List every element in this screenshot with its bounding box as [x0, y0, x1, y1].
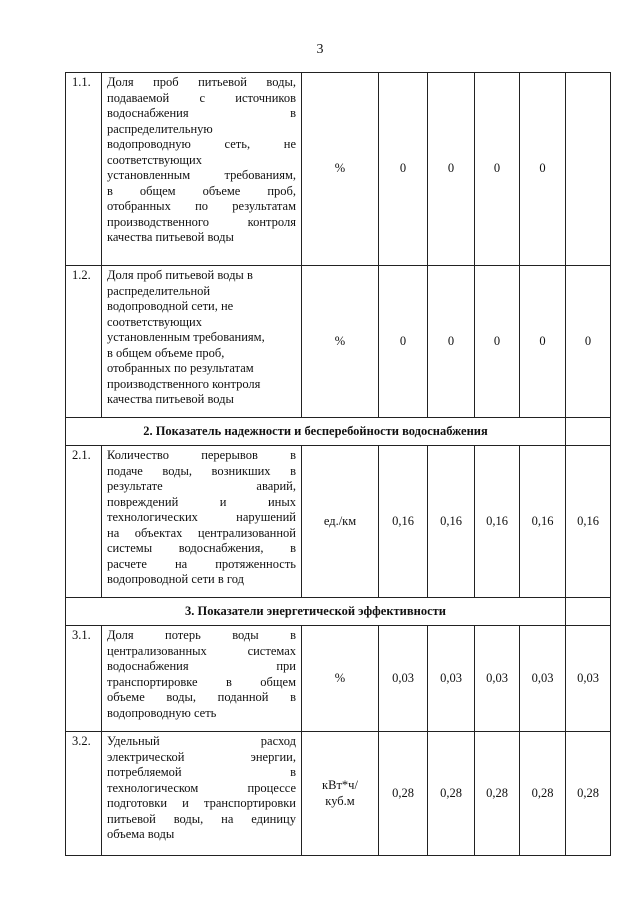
description-line: Доля проб питьевой воды в: [107, 268, 253, 282]
description-line: качества питьевой воды: [107, 230, 234, 244]
description-line: водопроводную сеть: [107, 705, 217, 720]
section-row: [66, 418, 611, 446]
row-number: 3.2.: [66, 732, 102, 856]
unit-cell: кВт*ч/ куб.м: [302, 732, 379, 856]
value-cell: 0: [520, 266, 566, 418]
description-line: Доля потерь воды в: [107, 628, 296, 642]
description-line: централизованных системах: [107, 643, 296, 658]
value-cell: 0,28: [428, 732, 475, 856]
description-line: объеме воды, поданной в: [107, 690, 296, 704]
description-line: качества питьевой воды: [107, 392, 234, 406]
value-cell: 0: [520, 73, 566, 266]
description-line: питьевой воды, на единицу: [107, 811, 296, 826]
description-line: установленным требованиям,: [107, 168, 296, 182]
value-cell: 0,28: [566, 732, 611, 856]
row-number: 1.1.: [66, 73, 102, 266]
page-number: 3: [316, 42, 324, 57]
description-line: водопроводную сеть, не: [107, 137, 296, 151]
value-cell: 0: [379, 73, 428, 266]
row-number: 3.1.: [66, 626, 102, 732]
description-line: водопроводной сети, не: [107, 299, 234, 313]
section-heading: 2. Показатель надежности и бесперебойности водоснабжения: [66, 418, 566, 446]
description-line: потребляемой в: [107, 765, 296, 779]
section-row: [66, 598, 611, 626]
description-line: распределительной: [107, 283, 211, 298]
empty-cell: [566, 418, 611, 446]
unit-cell: %: [302, 73, 379, 266]
value-cell: 0,03: [428, 626, 475, 732]
description-line: производственного контроля: [107, 214, 296, 229]
description-line: подаваемой с источников: [107, 90, 296, 105]
description-line: водопроводной сети в год: [107, 572, 244, 586]
description-line: подготовки и транспортировки: [107, 796, 296, 810]
table-row: [66, 73, 611, 266]
value-cell: 0: [428, 266, 475, 418]
value-cell: 0,16: [475, 446, 520, 598]
empty-cell: [566, 598, 611, 626]
unit-cell: %: [302, 626, 379, 732]
value-cell: 0,28: [475, 732, 520, 856]
table-row: [66, 626, 611, 732]
table-row: [66, 266, 611, 418]
description-line: технологических нарушений: [107, 510, 296, 524]
description-line: повреждений и иных: [107, 494, 296, 509]
row-number: 1.2.: [66, 266, 102, 418]
description-line: в общем объеме проб,: [107, 183, 296, 198]
row-description: [102, 626, 302, 732]
row-number: 2.1.: [66, 446, 102, 598]
description-line: отобранных по результатам: [107, 199, 296, 213]
row-description: [102, 732, 302, 856]
description-line: электрической энергии,: [107, 749, 296, 764]
value-cell: 0,28: [520, 732, 566, 856]
description-line: Удельный расход: [107, 734, 296, 748]
value-cell: 0,16: [566, 446, 611, 598]
row-description: [102, 446, 302, 598]
unit-cell: %: [302, 266, 379, 418]
description-line: водоснабжения в: [107, 106, 296, 120]
table-row: [66, 446, 611, 598]
value-cell: [566, 73, 611, 266]
description-line: соответствующих: [107, 314, 202, 329]
description-line: соответствующих: [107, 152, 202, 167]
value-cell: 0,03: [520, 626, 566, 732]
value-cell: 0,03: [379, 626, 428, 732]
description-line: на объектах централизованной: [107, 525, 296, 540]
description-line: расчете на протяженность: [107, 556, 296, 571]
description-line: в общем объеме проб,: [107, 345, 225, 360]
value-cell: 0: [428, 73, 475, 266]
description-line: производственного контроля: [107, 376, 261, 391]
table-row: [66, 732, 611, 856]
value-cell: 0,03: [475, 626, 520, 732]
section-heading: 3. Показатели энергетической эффективности: [66, 598, 566, 626]
value-cell: 0: [475, 266, 520, 418]
unit-cell: ед./км: [302, 446, 379, 598]
value-cell: 0: [566, 266, 611, 418]
description-line: Доля проб питьевой воды,: [107, 75, 296, 89]
description-line: системы водоснабжения, в: [107, 541, 296, 555]
description-line: результате аварий,: [107, 479, 296, 493]
value-cell: 0,28: [379, 732, 428, 856]
value-cell: 0,16: [379, 446, 428, 598]
description-line: технологическом процессе: [107, 780, 296, 795]
row-description: [102, 266, 302, 418]
row-description: [102, 73, 302, 266]
description-line: распределительную: [107, 121, 213, 136]
description-line: объема воды: [107, 827, 175, 841]
description-line: установленным требованиям,: [107, 330, 265, 344]
value-cell: 0,16: [428, 446, 475, 598]
value-cell: 0,16: [520, 446, 566, 598]
description-line: подаче воды, возникших в: [107, 463, 296, 478]
indicators-table: [65, 72, 611, 856]
description-line: водоснабжения при: [107, 659, 296, 673]
description-line: Количество перерывов в: [107, 448, 296, 462]
value-cell: 0,03: [566, 626, 611, 732]
description-line: транспортировке в общем: [107, 674, 296, 689]
description-line: отобранных по результатам: [107, 361, 254, 375]
value-cell: 0: [475, 73, 520, 266]
value-cell: 0: [379, 266, 428, 418]
